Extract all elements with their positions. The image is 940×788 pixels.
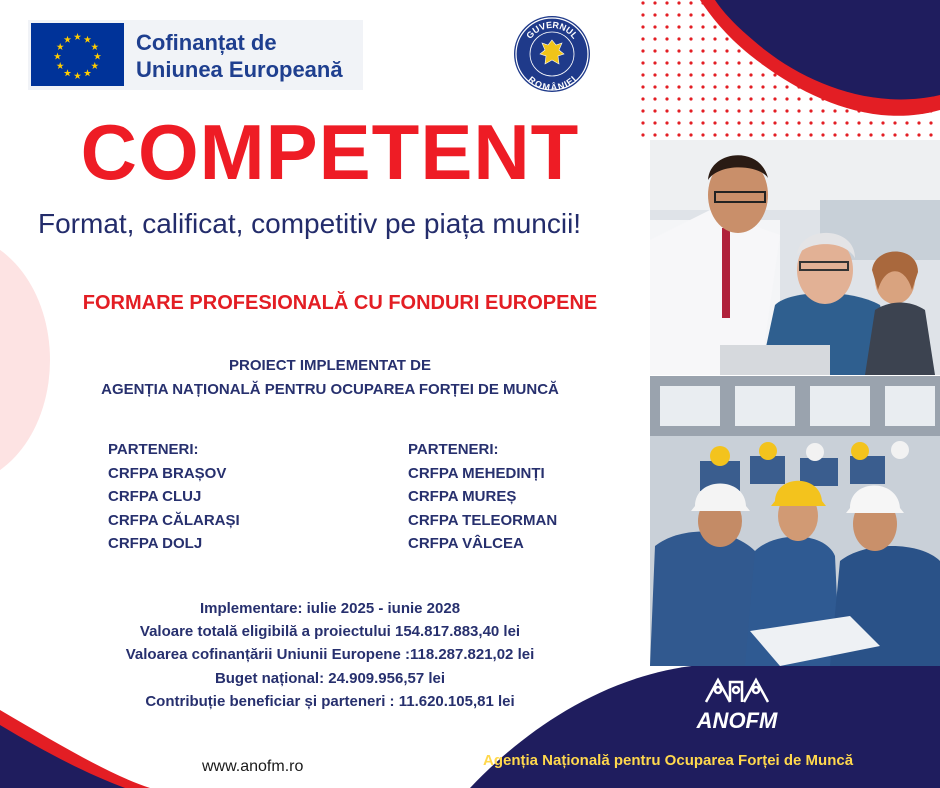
eu-flag-icon bbox=[31, 23, 124, 86]
implementer-line1: PROIECT IMPLEMENTAT DE bbox=[229, 357, 431, 374]
detail-total-value: Valoare totală eligibilă a proiectului 154.817.883,40 lei bbox=[139, 623, 521, 641]
detail-national-budget: Buget național: 24.909.956,57 lei bbox=[214, 669, 446, 687]
detail-beneficiary-contribution: Contribuție beneficiar și parteneri : 11.620.105,81 lei bbox=[145, 692, 515, 710]
seal-text-bottom: ROMÂNIEI bbox=[526, 74, 579, 93]
eu-logo-line1: Cofinanțat de bbox=[136, 30, 277, 55]
partner-item: CRFPA DOLJ bbox=[108, 535, 203, 552]
partners-heading: PARTENERI: bbox=[108, 441, 199, 458]
section-title: FORMARE PROFESIONALĂ CU FONDURI EUROPENE bbox=[82, 292, 598, 314]
subtitle: Format, calificat, competitiv pe piața muncii! bbox=[38, 208, 582, 239]
implementer-block bbox=[0, 354, 660, 402]
eu-logo-text bbox=[136, 29, 343, 83]
partner-item: CRFPA CĂLARAȘI bbox=[108, 511, 240, 529]
anofm-full-name: Agenția Națională pentru Ocuparea Forței de Muncă bbox=[483, 752, 854, 769]
anofm-logo bbox=[678, 672, 796, 736]
partner-item: CRFPA CLUJ bbox=[108, 488, 202, 505]
detail-eu-cofinancing: Valoarea cofinanțării Uniunii Europene :118.287.821,02 lei bbox=[125, 646, 535, 664]
anofm-logo-text: ANOFM bbox=[696, 708, 778, 733]
workshop-training-photo bbox=[650, 376, 940, 666]
eu-cofinancing-logo bbox=[28, 20, 363, 90]
partner-item: CRFPA TELEORMAN bbox=[408, 511, 558, 529]
headline: COMPETENT bbox=[80, 108, 580, 196]
government-seal-icon bbox=[512, 14, 592, 94]
partners-list-left bbox=[108, 438, 240, 556]
partner-item: CRFPA MUREȘ bbox=[408, 488, 517, 505]
partner-item: CRFPA VÂLCEA bbox=[408, 535, 524, 552]
partner-item: CRFPA MEHEDINȚI bbox=[408, 464, 545, 482]
partner-item: CRFPA BRAȘOV bbox=[108, 464, 227, 482]
office-training-photo bbox=[650, 140, 940, 375]
project-details bbox=[0, 597, 660, 713]
decorative-corner-shape bbox=[640, 0, 940, 140]
seal-text-top: GUVERNUL bbox=[524, 19, 580, 41]
partners-list-right bbox=[408, 438, 557, 556]
partners-heading: PARTENERI: bbox=[408, 441, 499, 458]
implementer-line2: AGENȚIA NAȚIONALĂ PENTRU OCUPAREA FORȚEI DE MUNCĂ bbox=[101, 381, 559, 398]
website-link[interactable]: www.anofm.ro bbox=[202, 758, 304, 775]
detail-implementation-period: Implementare: iulie 2025 - iunie 2028 bbox=[199, 600, 461, 617]
eu-logo-line2: Uniunea Europeană bbox=[136, 57, 343, 82]
